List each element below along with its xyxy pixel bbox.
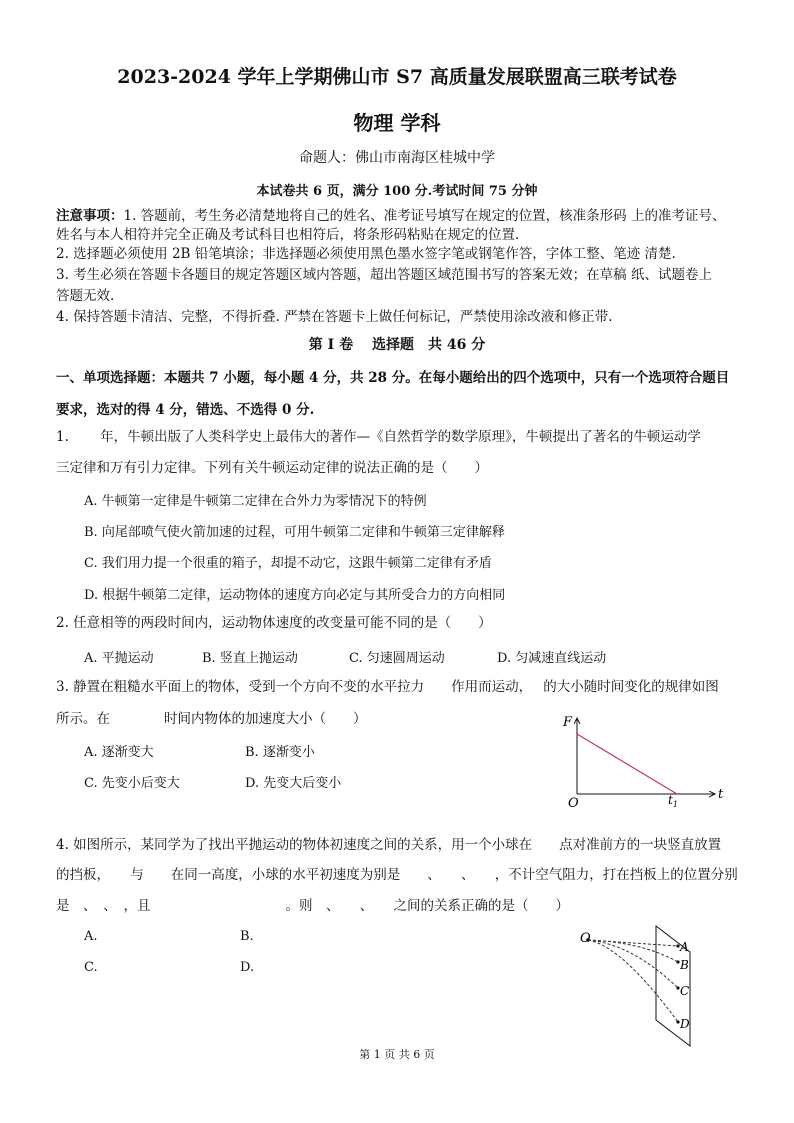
q4-line1: 4. 如图所示，某同学为了找出平抛运动的物体初速度之间的关系，用一个小球在 点对准前方的一块竖直放置 [56,837,722,853]
q3-option-d: D. 先变大后变小 [245,776,342,791]
notice-line-4: 4. 保持答题卡清洁、完整，不得折叠. 严禁在答题卡上做任何标记，严禁使用涂改液和修正带. [56,309,613,325]
q3-line2: 所示。在 时间内物体的加速度大小（ ） [56,711,367,727]
subject-title: 物理 学科 [353,111,441,135]
notice-line-3b: 答题无效. [56,288,115,304]
y-axis-label: F [563,715,573,730]
label-o: O [580,931,591,946]
author-line: 命题人：佛山市南海区桂城中学 [299,150,495,166]
notice-line-2: 2. 选择题必须使用 2B 铅笔填涂；非选择题必须使用黑色墨水签字笔或钢笔作答，字体工整、笔迹 清楚. [56,246,676,262]
label-b: B [680,958,689,972]
exam-info: 本试卷共 6 页，满分 100 分.考试时间 75 分钟 [256,184,538,199]
q1-option-c: C. 我们用力提一个很重的箱子，却提不动它，这跟牛顿第二定律有矛盾 [84,556,492,571]
q1-option-b: B. 向尾部喷气使火箭加速的过程，可用牛顿第二定律和牛顿第三定律解释 [84,525,505,540]
notice-line-1b: 姓名与本人相符并完全正确及考试科目也相符后，将条形码粘贴在规定的位置. [56,227,520,243]
t1-label: $t_1$ [668,793,678,809]
section-a-line: 一、单项选择题：本题共 7 小题，每小题 4 分，共 28 分。在每小题给出的四个选项中，只有一个选项符合题目 [56,370,730,386]
origin-label: O [568,796,579,811]
q1-option-a: A. 牛顿第一定律是牛顿第二定律在合外力为零情况下的特例 [84,494,427,509]
q1-line2: 三定律和万有引力定律。下列有关牛顿运动定律的说法正确的是（ ） [56,460,488,476]
q4-line2: 的挡板， 与 在同一高度，小球的水平初速度为别是 、 、 ，不计空气阻力，打在挡板上的位置分别 [56,867,738,883]
q3-option-c: C. 先变小后变大 [84,776,180,791]
q2-option-d: D. 匀减速直线运动 [497,651,607,666]
projectile-diagram [572,918,722,1048]
q1-line1: 1. 年，牛顿出版了人类科学史上最伟大的著作—《自然哲学的数学原理》，牛顿提出了著名的牛顿运动学 [56,429,701,445]
q2-option-a: A. 平抛运动 [84,651,154,666]
q4-option-d: D. [240,960,255,975]
q4-line3: 是 、 、 ，且 。则 、 、 之间的关系正确的是（ ） [56,898,569,914]
q3-option-b: B. 逐渐变小 [245,745,315,760]
trajectory-c [588,940,678,988]
q4-option-c: C. [84,960,98,975]
q4-option-b: B. [240,929,254,944]
q2-option-c: C. 匀速圆周运动 [349,651,445,666]
notice-line-3a: 3. 考生必须在答题卡各题目的规定答题区域内答题，超出答题区域范围书写的答案无效；在草稿 纸、试题卷上 [56,267,712,283]
trajectory-d [588,940,678,1022]
q2-option-b: B. 竖直上抛运动 [202,651,298,666]
notice-label: 注意事项： [56,208,124,224]
q3-option-a: A. 逐渐变大 [84,745,154,760]
x-axis-label: t [718,787,724,802]
label-a: A [680,940,689,954]
section-b-line: 要求，选对的得 4 分，错选、不选得 0 分. [56,402,315,418]
q2-stem: 2. 任意相等的两段时间内，运动物体速度的改变量可能不同的是（ ） [56,615,492,631]
page-footer: 第 1 页 共 6 页 [359,1048,435,1061]
label-d: D [680,1017,690,1031]
exam-title: 2023-2024 学年上学期佛山市 S7 高质量发展联盟高三联考试卷 [117,66,677,88]
force-time-graph [560,712,730,812]
part1-heading: 第 I 卷 选择题 共 46 分 [308,337,486,353]
notice-line-1a: 注意事项：1. 答题前，考生务必清楚地将自己的姓名、准考证号填写在规定的位置，核准条形码 上的准考证号、 [56,208,726,224]
force-line [577,734,677,794]
label-c: C [680,984,690,998]
q3-line1: 3. 静置在粗糙水平面上的物体，受到一个方向不变的水平拉力 作用而运动， 的大小随时间变化的规律如图 [56,679,719,695]
q4-option-a: A. [84,929,98,944]
q1-option-d: D. 根据牛顿第二定律，运动物体的速度方向必定与其所受合力的方向相同 [84,588,506,603]
